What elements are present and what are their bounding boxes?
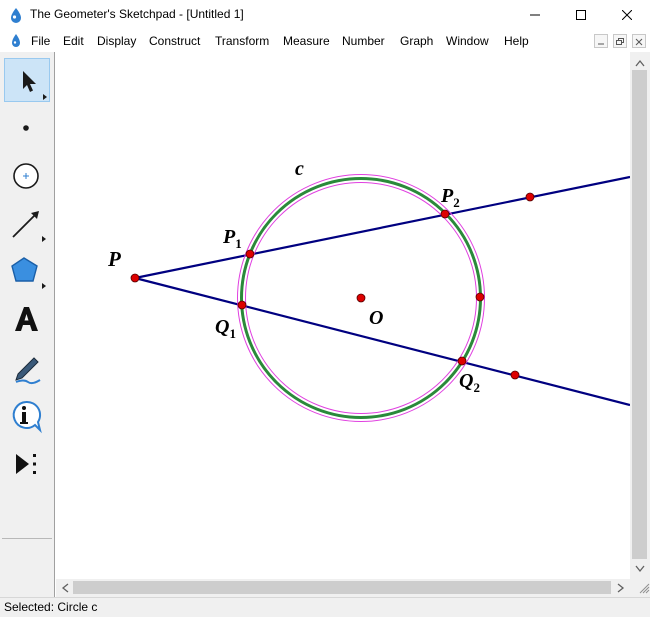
menu-edit[interactable]: Edit bbox=[63, 34, 84, 48]
minimize-button[interactable] bbox=[512, 0, 558, 30]
menu-file[interactable]: File bbox=[31, 34, 51, 48]
polygon-tool[interactable] bbox=[4, 250, 50, 294]
maximize-button[interactable] bbox=[558, 0, 604, 30]
close-icon bbox=[622, 10, 632, 20]
straightedge-icon bbox=[4, 202, 48, 246]
label-c[interactable]: c bbox=[295, 158, 304, 180]
point-q1[interactable] bbox=[238, 301, 246, 309]
point-o[interactable] bbox=[357, 294, 365, 302]
horizontal-scroll-thumb[interactable] bbox=[73, 581, 611, 594]
ray-p-q2[interactable] bbox=[135, 278, 630, 405]
point-icon bbox=[4, 106, 48, 150]
doc-minimize-icon bbox=[595, 36, 607, 48]
label-p1[interactable] bbox=[222, 226, 242, 251]
label-q1[interactable] bbox=[215, 316, 236, 341]
point-tool[interactable] bbox=[4, 106, 50, 150]
geometry-drawing bbox=[56, 52, 630, 579]
menu-measure[interactable]: Measure bbox=[283, 34, 330, 48]
point-circle-right[interactable] bbox=[476, 293, 484, 301]
status-bar bbox=[0, 597, 650, 617]
point-p[interactable] bbox=[131, 274, 139, 282]
sketch-canvas[interactable] bbox=[56, 52, 630, 579]
doc-close-button[interactable] bbox=[632, 34, 646, 48]
label-o[interactable]: O bbox=[369, 307, 384, 329]
custom-tool[interactable] bbox=[4, 442, 50, 486]
window-title: The Geometer's Sketchpad - [Untitled 1] bbox=[30, 7, 244, 21]
text-tool[interactable] bbox=[4, 298, 50, 342]
scroll-left-arrow-icon[interactable] bbox=[63, 584, 68, 592]
menu-window[interactable]: Window bbox=[446, 34, 489, 48]
resize-grip-icon[interactable] bbox=[640, 584, 649, 593]
label-p1-sub: 1 bbox=[235, 236, 242, 251]
label-q2-sub: 2 bbox=[473, 380, 480, 395]
label-p2[interactable] bbox=[440, 185, 460, 210]
label-q2[interactable] bbox=[459, 370, 480, 395]
scroll-up-arrow-icon[interactable] bbox=[636, 61, 644, 66]
menu-transform[interactable]: Transform bbox=[215, 34, 270, 48]
toolbox-divider bbox=[2, 538, 52, 539]
horizontal-scrollbar[interactable] bbox=[56, 579, 630, 597]
status-text: Selected: Circle c bbox=[4, 600, 98, 614]
document-icon[interactable] bbox=[9, 33, 23, 48]
custom-tool-play-icon bbox=[4, 442, 48, 486]
label-p1-letter: P bbox=[223, 226, 236, 248]
menu-construct[interactable]: Construct bbox=[149, 34, 201, 48]
close-button[interactable] bbox=[604, 0, 650, 30]
point-p2[interactable] bbox=[441, 210, 449, 218]
information-tool[interactable] bbox=[4, 394, 50, 438]
scroll-right-arrow-icon[interactable] bbox=[618, 584, 623, 592]
point-p1[interactable] bbox=[246, 250, 254, 258]
toolbox bbox=[0, 52, 55, 597]
label-q1-sub: 1 bbox=[229, 326, 236, 341]
marker-pen-icon bbox=[4, 346, 48, 390]
horizontal-scrollbar-parts bbox=[56, 579, 630, 597]
minimize-icon bbox=[530, 10, 540, 20]
text-a-icon bbox=[4, 298, 48, 342]
menu-display[interactable]: Display bbox=[97, 34, 137, 48]
sketchpad-app-icon bbox=[8, 7, 24, 23]
label-p[interactable]: P bbox=[108, 247, 121, 271]
menu-help[interactable]: Help bbox=[504, 34, 529, 48]
title-bar bbox=[0, 0, 650, 30]
scroll-down-arrow-icon[interactable] bbox=[636, 566, 644, 571]
compass-circle-icon bbox=[4, 154, 48, 198]
marker-tool[interactable] bbox=[4, 346, 50, 390]
arrow-tool[interactable] bbox=[4, 58, 50, 102]
point-q2[interactable] bbox=[458, 357, 466, 365]
vertical-scrollbar-parts bbox=[630, 52, 650, 597]
doc-minimize-button[interactable] bbox=[594, 34, 608, 48]
polygon-icon bbox=[4, 250, 48, 294]
vertical-scroll-thumb[interactable] bbox=[632, 70, 647, 559]
vertical-scrollbar[interactable] bbox=[630, 52, 650, 597]
menu-graph[interactable]: Graph bbox=[400, 34, 434, 48]
doc-close-icon bbox=[633, 36, 645, 48]
compass-tool[interactable] bbox=[4, 154, 50, 198]
point-ray-top[interactable] bbox=[526, 193, 534, 201]
label-p2-sub: 2 bbox=[453, 195, 460, 210]
straightedge-tool[interactable] bbox=[4, 202, 50, 246]
maximize-icon bbox=[576, 10, 586, 20]
menu-number[interactable]: Number bbox=[342, 34, 385, 48]
doc-restore-button[interactable] bbox=[613, 34, 627, 48]
point-ray-bottom[interactable] bbox=[511, 371, 519, 379]
ray-p-p2[interactable] bbox=[135, 177, 630, 278]
label-q2-letter: Q bbox=[459, 370, 474, 392]
label-q1-letter: Q bbox=[215, 316, 230, 338]
info-icon bbox=[4, 394, 48, 438]
doc-restore-icon bbox=[614, 36, 626, 48]
label-p2-letter: P bbox=[441, 185, 454, 207]
arrow-select-icon bbox=[5, 59, 49, 101]
